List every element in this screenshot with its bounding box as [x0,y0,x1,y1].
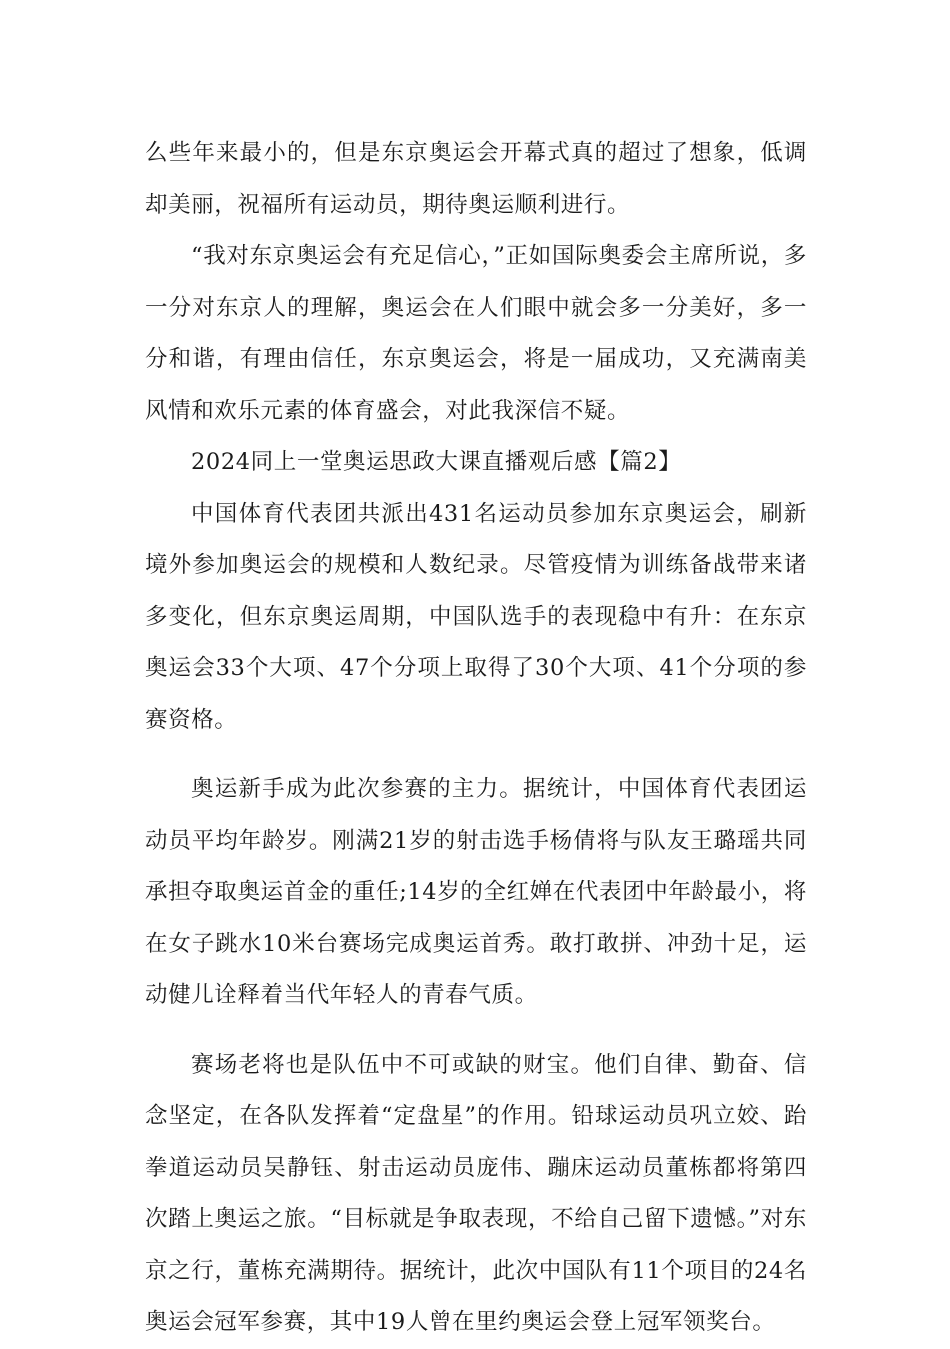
paragraph-confidence: “我对东京奥运会有充足信心，”正如国际奥委会主席所说，多一分对东京人的理解，奥运会在人们眼中就会多一分美好，多一分和谐，有理由信任，东京奥运会，将是一届成功，又充满南美风情和欢乐元素的体育盛会，对此我深信不疑。 [145,243,807,424]
paragraph-continued: 么些年来最小的，但是东京奥运会开幕式真的超过了想象，低调却美丽，祝福所有运动员，期待奥运顺利进行。 [145,140,807,218]
document-body [145,128,807,1349]
paragraph-veterans: 赛场老将也是队伍中不可或缺的财宝。他们自律、勤奋、信念坚定，在各队发挥着“定盘星”的作用。铅球运动员巩立姣、跆拳道运动员吴静钰、射击运动员庞伟、蹦床运动员董栋都将第四次踏上奥运之旅。“目标就是争取表现，不给自己留下遗憾。”对东京之行，董栋充满期待。据统计，此次中国队有11个项目的24名奥运会冠军参赛，其中19人曾在里约奥运会登上冠军领奖台。 [145,1051,807,1335]
section-heading: 2024同上一堂奥运思政大课直播观后感【篇2】 [191,449,682,475]
paragraph-spacer [145,1022,807,1040]
paragraph-spacer [145,746,807,764]
paragraph-newcomers: 奥运新手成为此次参赛的主力。据统计，中国体育代表团运动员平均年龄岁。刚满21岁的射击选手杨倩将与队友王璐瑶共同承担夺取奥运首金的重任;14岁的全红婵在代表团中年龄最小，将在女子跳水10米台赛场完成奥运首秀。敢打敢拼、冲劲十足，运动健儿诠释着当代年轻人的青春气质。 [145,776,807,1008]
paragraph-delegation: 中国体育代表团共派出431名运动员参加东京奥运会，刷新境外参加奥运会的规模和人数纪录。尽管疫情为训练备战带来诸多变化，但东京奥运周期，中国队选手的表现稳中有升：在东京奥运会33个大项、47个分项上取得了30个大项、41个分项的参赛资格。 [145,500,807,733]
